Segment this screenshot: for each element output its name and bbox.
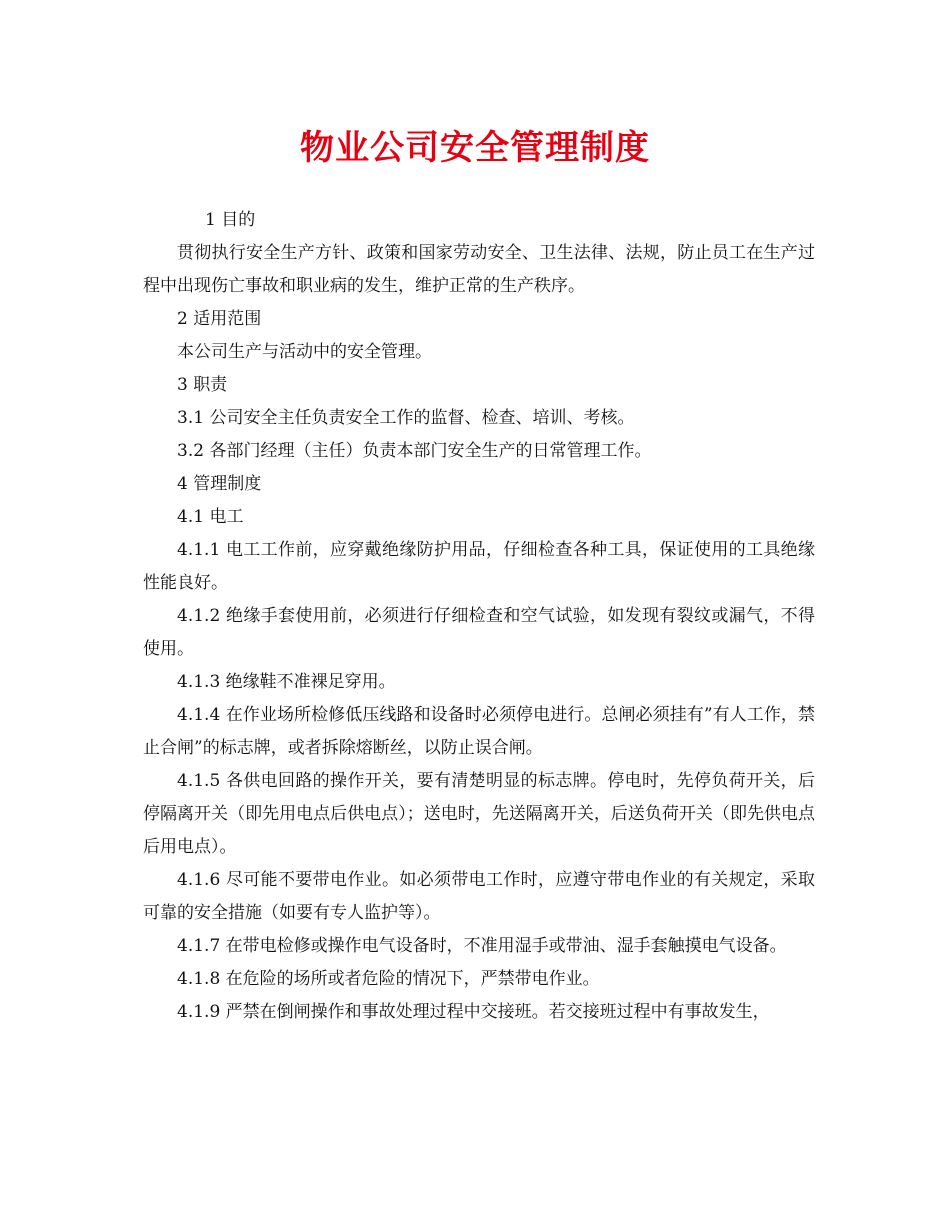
paragraph: 4.1.2 绝缘手套使用前，必须进行仔细检查和空气试验，如发现有裂纹或漏气，不得使用。 (143, 606, 815, 659)
paragraph: 3.2 各部门经理（主任）负责本部门安全生产的日常管理工作。 (177, 441, 652, 461)
document-body (143, 204, 815, 1029)
paragraph: 4.1.8 在危险的场所或者危险的情况下，严禁带电作业。 (177, 969, 600, 989)
paragraph: 4.1.3 绝缘鞋不准裸足穿用。 (177, 672, 396, 692)
section-heading: 2 适用范围 (177, 309, 262, 329)
paragraph: 4.1.7 在带电检修或操作电气设备时，不准用湿手或带油、湿手套触摸电气设备。 (177, 936, 787, 956)
paragraph: 本公司生产与活动中的安全管理。 (177, 342, 432, 362)
paragraph: 4.1.5 各供电回路的操作开关，要有清楚明显的标志牌。停电时，先停负荷开关，后停隔离开关（即先用电点后供电点）；送电时，先送隔离开关，后送负荷开关（即先供电点后用电点）。 (143, 771, 815, 857)
document-title: 物业公司安全管理制度 (300, 128, 650, 168)
paragraph: 4.1.4 在作业场所检修低压线路和设备时必须停电进行。总闸必须挂有”有人工作，禁止合闸”的标志牌，或者拆除熔断丝，以防止误合闸。 (143, 705, 815, 758)
section-heading: 4 管理制度 (177, 474, 262, 494)
section-heading: 1 目的 (205, 210, 256, 230)
paragraph: 4.1.6 尽可能不要带电作业。如必须带电工作时，应遵守带电作业的有关规定，采取可靠的安全措施（如要有专人监护等）。 (143, 870, 815, 923)
section-heading: 3 职责 (177, 375, 228, 395)
paragraph: 3.1 公司安全主任负责安全工作的监督、检查、培训、考核。 (177, 408, 635, 428)
paragraph: 4.1.9 严禁在倒闸操作和事故处理过程中交接班。若交接班过程中有事故发生， (177, 1002, 770, 1022)
paragraph: 贯彻执行安全生产方针、政策和国家劳动安全、卫生法律、法规，防止员工在生产过程中出现伤亡事故和职业病的发生，维护正常的生产秩序。 (143, 243, 815, 296)
subsection-heading: 4.1 电工 (177, 507, 244, 527)
paragraph: 4.1.1 电工工作前，应穿戴绝缘防护用品，仔细检查各种工具，保证使用的工具绝缘性能良好。 (143, 540, 815, 593)
